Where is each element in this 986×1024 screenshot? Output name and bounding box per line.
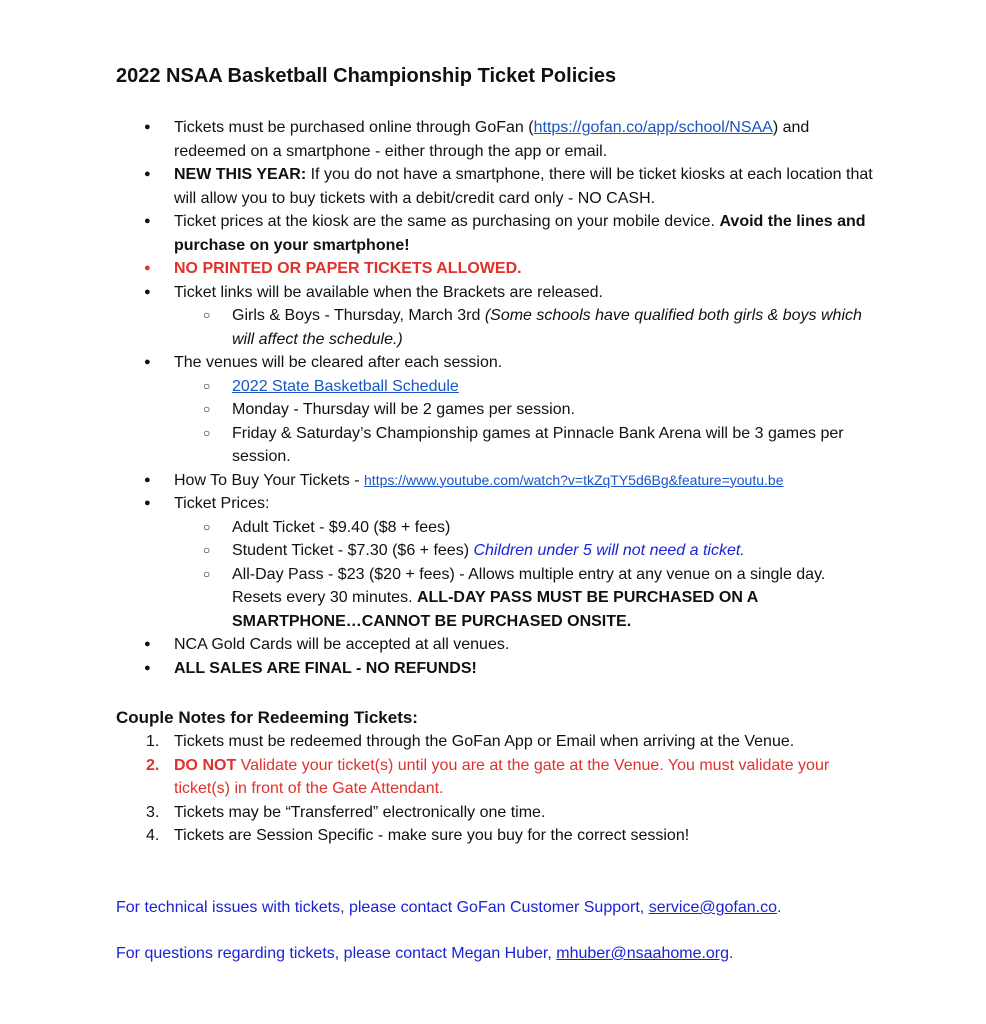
policy-item-ticket-prices: ● Ticket Prices: ○ Adult Ticket - $9.40 ($8 + fees) ○ Student Ticket - $7.30 ($6 + fees) Children under 5 will not need a ticket. ○ All-Day Pass - $23 ($20 + fees) - Allows multiple entry at any venue on a single day. Resets every 30 minutes. ALL-DAY PASS MUST BE PURCHASED ON A SMARTPHONE…CANNOT BE PURCHASED ONSITE.: [116, 492, 876, 633]
policy-item-gofan: ● Tickets must be purchased online through GoFan (https://gofan.co/app/school/NSAA) and redeemed on a smartphone - either through the app or email.: [116, 116, 876, 163]
subitem-schedule-link: [174, 375, 876, 399]
policy-item-no-printed-tickets: ● NO PRINTED OR PAPER TICKETS ALLOWED.: [116, 257, 876, 281]
policy-item-ticket-links: ● Ticket links will be available when the Brackets are released. ○ Girls & Boys - Thursday, March 3rd (Some schools have qualified both girls & boys which will affect the schedule.): [116, 281, 876, 352]
ticket-prices-sublist: [174, 516, 876, 634]
policy-item-venues-cleared: ● The venues will be cleared after each session. ○ 2022 State Basketball Schedule ○ Monday - Thursday will be 2 games per session. ○ Friday & Saturday’s Championship games at Pinnacle Bank Arena will be 3 games per session.: [116, 351, 876, 469]
subitem-monday-thursday: ○ Monday - Thursday will be 2 games per session.: [174, 398, 876, 422]
megan-huber-email-link[interactable]: mhuber@nsaahome.org: [556, 945, 730, 962]
note-item-2: 2. DO NOT Validate your ticket(s) until you are at the gate at the Venue. You must validate your ticket(s) in front of the Gate Attendant.: [146, 756, 830, 797]
policy-item-sales-final: ● ALL SALES ARE FINAL - NO REFUNDS!: [116, 657, 876, 681]
policy-content: [116, 116, 876, 848]
notes-list: [116, 730, 876, 848]
subitem-student-ticket: ○ Student Ticket - $7.30 ($6 + fees) Children under 5 will not need a ticket.: [174, 539, 876, 563]
policy-list: [116, 116, 876, 680]
notes-heading: Couple Notes for Redeeming Tickets:: [116, 708, 418, 727]
subitem-all-day-pass: ○ All-Day Pass - $23 ($20 + fees) - Allows multiple entry at any venue on a single day. Resets every 30 minutes. ALL-DAY PASS MUST BE PURCHASED ON A SMARTPHONE…CANNOT BE PURCHASED ONSITE.: [174, 563, 876, 634]
footer-questions-contact: For questions regarding tickets, please contact Megan Huber, mhuber@nsaahome.org.: [116, 945, 734, 962]
gofan-nsaa-link[interactable]: https://gofan.co/app/school/NSAA: [533, 119, 773, 136]
state-basketball-schedule-link[interactable]: 2022 State Basketball Schedule: [232, 377, 459, 395]
footer-tech-support: For technical issues with tickets, please contact GoFan Customer Support, service@gofan.co.: [116, 899, 782, 916]
youtube-how-to-link[interactable]: https://www.youtube.com/watch?v=tkZqTY5d6Bg&feature=youtu.be: [364, 471, 784, 488]
note-item-3: 3. Tickets may be “Transferred” electronically one time.: [146, 803, 546, 821]
venues-sublist: [174, 375, 876, 469]
policy-item-new-this-year: ● NEW THIS YEAR: If you do not have a smartphone, there will be ticket kiosks at each location that will allow you to buy tickets with a debit/credit card only - NO CASH.: [116, 163, 876, 210]
subitem-friday-saturday: ○ Friday & Saturday’s Championship games at Pinnacle Bank Arena will be 3 games per session.: [174, 422, 876, 469]
gofan-support-email-link[interactable]: service@gofan.co: [648, 899, 777, 916]
policy-item-how-to-buy: ● How To Buy Your Tickets - https://www.youtube.com/watch?v=tkZqTY5d6Bg&feature=youtu.be: [116, 469, 876, 493]
policy-item-kiosk-prices: ● Ticket prices at the kiosk are the same as purchasing on your mobile device. Avoid the lines and purchase on your smartphone!: [116, 210, 876, 257]
policy-item-gold-cards: ● NCA Gold Cards will be accepted at all venues.: [116, 633, 876, 657]
ticket-links-sublist: [174, 304, 876, 351]
subitem-adult-ticket: ○ Adult Ticket - $9.40 ($8 + fees): [174, 516, 876, 540]
page-title: 2022 NSAA Basketball Championship Ticket Policies: [116, 65, 617, 87]
note-item-1: 1. Tickets must be redeemed through the GoFan App or Email when arriving at the Venue.: [146, 733, 795, 750]
note-item-4: 4. Tickets are Session Specific - make sure you buy for the correct session!: [146, 827, 690, 844]
subitem-girls-boys: ○ Girls & Boys - Thursday, March 3rd (Some schools have qualified both girls & boys which will affect the schedule.): [174, 304, 876, 351]
